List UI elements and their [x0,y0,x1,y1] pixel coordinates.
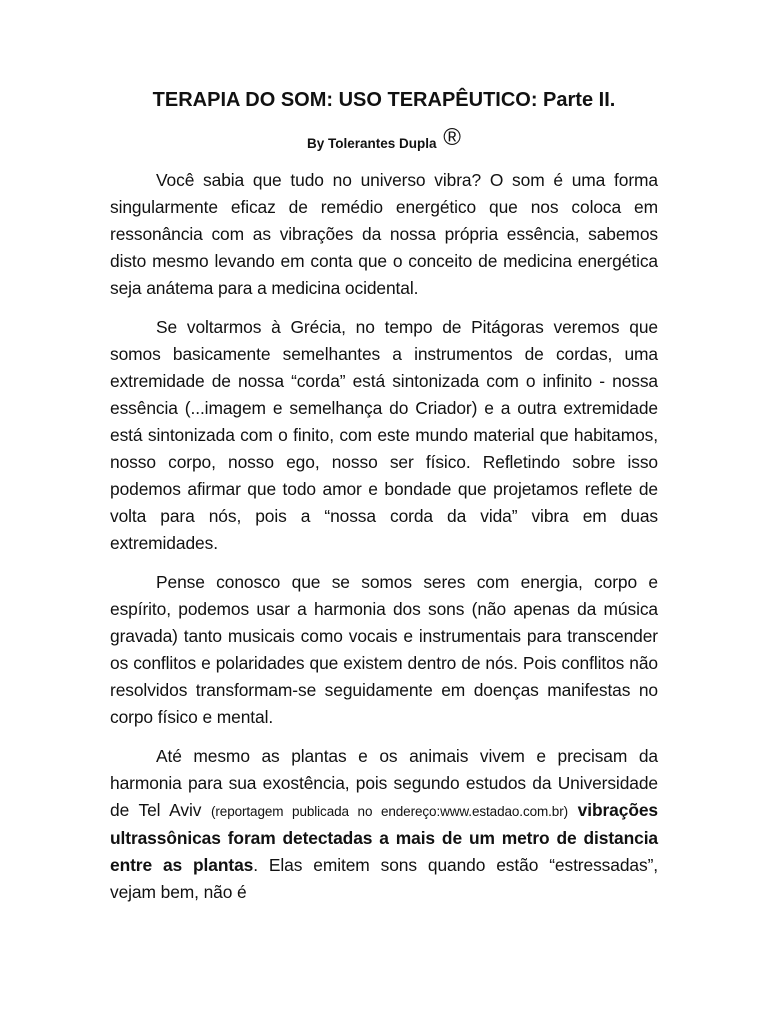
byline [110,124,658,157]
paragraph-2: Se voltarmos à Grécia, no tempo de Pitágoras veremos que somos basicamente semelhantes a instrumentos de cordas, uma extremidade de nossa “corda” está sintonizada com o infinito - nossa essência (...imagem e semelhança do Criador) e a outra extremidade está sintonizada com o finito, com este mundo material que habitamos, nosso corpo, nosso ego, nosso ser físico. Refletindo sobre isso podemos afirmar que todo amor e bondade que projetamos reflete de volta para nós, pois a “nossa corda da vida” vibra em duas extremidades. [110,317,658,553]
paragraph-4-lead: Até mesmo as plantas e os animais vivem e precisam da harmonia para sua exostência, pois segundo estudos da Universidade de Tel Aviv [110,746,658,820]
registered-mark-icon: ® [443,124,461,151]
paragraph-4-tail: . Elas emitem sons quando estão “estressadas”, vejam bem, não é [110,855,658,902]
paragraph-4-source-note: (reportagem publicada no endereço:www.estadao.com.br) [211,804,568,819]
byline-author: By Tolerantes Dupla [307,136,437,151]
document-page [110,86,658,918]
paragraph-3: Pense conosco que se somos seres com energia, corpo e espírito, podemos usar a harmonia dos sons (não apenas da música gravada) tanto musicais como vocais e instrumentais para transcender os conflitos e polaridades que existem dentro de nós. Pois conflitos não resolvidos transformam-se seguidamente em doenças manifestas no corpo físico e mental. [110,572,658,727]
paragraph-4 [110,743,658,906]
document-title: TERAPIA DO SOM: USO TERAPÊUTICO: Parte II. [152,89,616,111]
paragraph-4-highlight: vibrações ultrassônicas foram detectadas a mais de um metro de distancia entre as plantas [110,800,658,875]
paragraph-1: Você sabia que tudo no universo vibra? O som é uma forma singularmente eficaz de remédio energético que nos coloca em ressonância com as vibrações da nossa própria essência, sabemos disto mesmo levando em conta que o conceito de medicina energética seja anátema para a medicina ocidental. [110,170,658,298]
